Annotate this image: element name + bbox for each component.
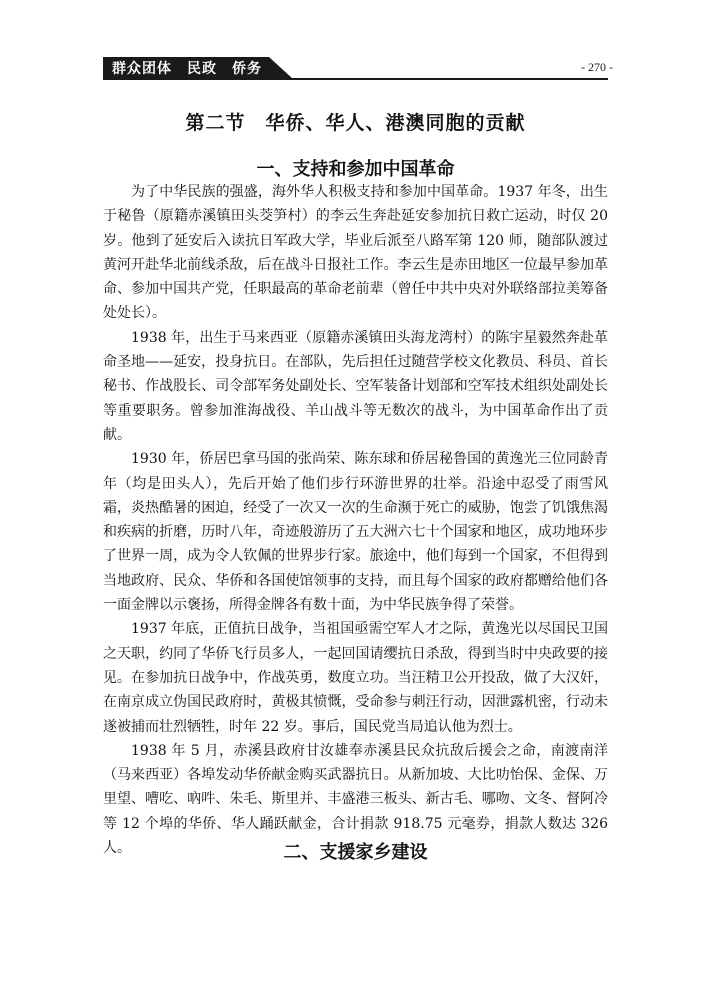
paragraph-huang-yiguang: 1937 年底，正值抗日战争，当祖国亟需空军人才之际，黄逸光以尽国民卫国之天职，约同了华侨飞行员多人，一起回国请缨抗日杀敌，得到当时中央政要的接见。在参加抗日战争中，作战英勇，数度立功。当汪精卫公开投敌，做了大汉奸，在南京成立伪国民政府时，黄极其愤慨，受命参与刺汪行动，因泄露机密，行动未遂被捕而壮烈牺牲，时年 22 岁。事后，国民党当局追认他为烈士。 <box>103 621 608 735</box>
subsection-title-hometown-support: 二、支援家乡建设 <box>283 842 428 863</box>
header-rule <box>103 78 608 80</box>
paragraph-world-walkers: 1930 年，侨居巴拿马国的张尚荣、陈东球和侨居秘鲁国的黄逸光三位同龄青年（均是田头人），先后开始了他们步行环游世界的壮举。沿途中忍受了雨雪风霜，炎热酷暑的困迫，经受了一次又一次的生命濒于死亡的威胁，饱尝了饥饿焦渴和疾病的折磨，历时八年，奇迹般游历了五大洲六七十个国家和地区，成功地环步了世界一周，成为令人钦佩的世界步行家。旅途中，他们每到一个国家，不但得到当地政府、民众、华侨和各国使馆领事的支持，而且每个国家的政府都赠给他们各一面金牌以示褒扬，所得金牌各有数十面，为中华民族争得了荣誉。 <box>103 451 608 614</box>
page-number: - 270 - <box>581 60 613 74</box>
paragraph-chen-yuxing: 1938 年，出生于马来西亚（原籍赤溪镇田头海龙湾村）的陈宇星毅然奔赴革命圣地——延安，投身抗日。在部队，先后担任过随营学校文化教员、科员、首长秘书、作战股长、司令部军务处副处长、空军装备计划部和空军技术组织处副处长等重要职务。曾参加淮海战役、羊山战斗等无数次的战斗，为中国革命作出了贡献。 <box>103 329 608 443</box>
header-section-label: 群众团体 民政 侨务 <box>112 61 262 77</box>
body-text <box>103 180 608 860</box>
paragraph-donations: 1938 年 5 月，赤溪县政府甘汝雄奉赤溪县民众抗敌后援会之命，南渡南洋（马来西亚）各埠发动华侨献金购买武器抗日。从新加坡、大比叻怡保、金保、万里望、嘈吃、吶吽、朱毛、斯里并、丰盛港三板头、新古毛、哪吻、文冬、督阿冷等 12 个埠的华侨、华人踊跃献金，合计捐款 918.75 元毫券，捐款人数达 326 人。 <box>103 742 608 857</box>
section-title: 第二节 华侨、华人、港澳同胞的贡献 <box>185 112 526 134</box>
paragraph-li-yunsheng: 为了中华民族的强盛，海外华人积极支持和参加中国革命。1937 年冬，出生于秘鲁（原籍赤溪镇田头茭笋村）的李云生奔赴延安参加抗日救亡运动，时仅 20 岁。他到了延安后入读抗日军政大学，毕业后派至八路军第 120 师，随部队渡过黄河开赴华北前线杀敌，后在战斗日报社工作。李云生是赤田地区一位最早参加革命、参加中国共产党，任职最高的革命老前辈（曾任中共中央对外联络部拉美筹备处处长）。 <box>103 184 608 322</box>
subsection-title-support-revolution: 一、支持和参加中国革命 <box>256 159 455 180</box>
